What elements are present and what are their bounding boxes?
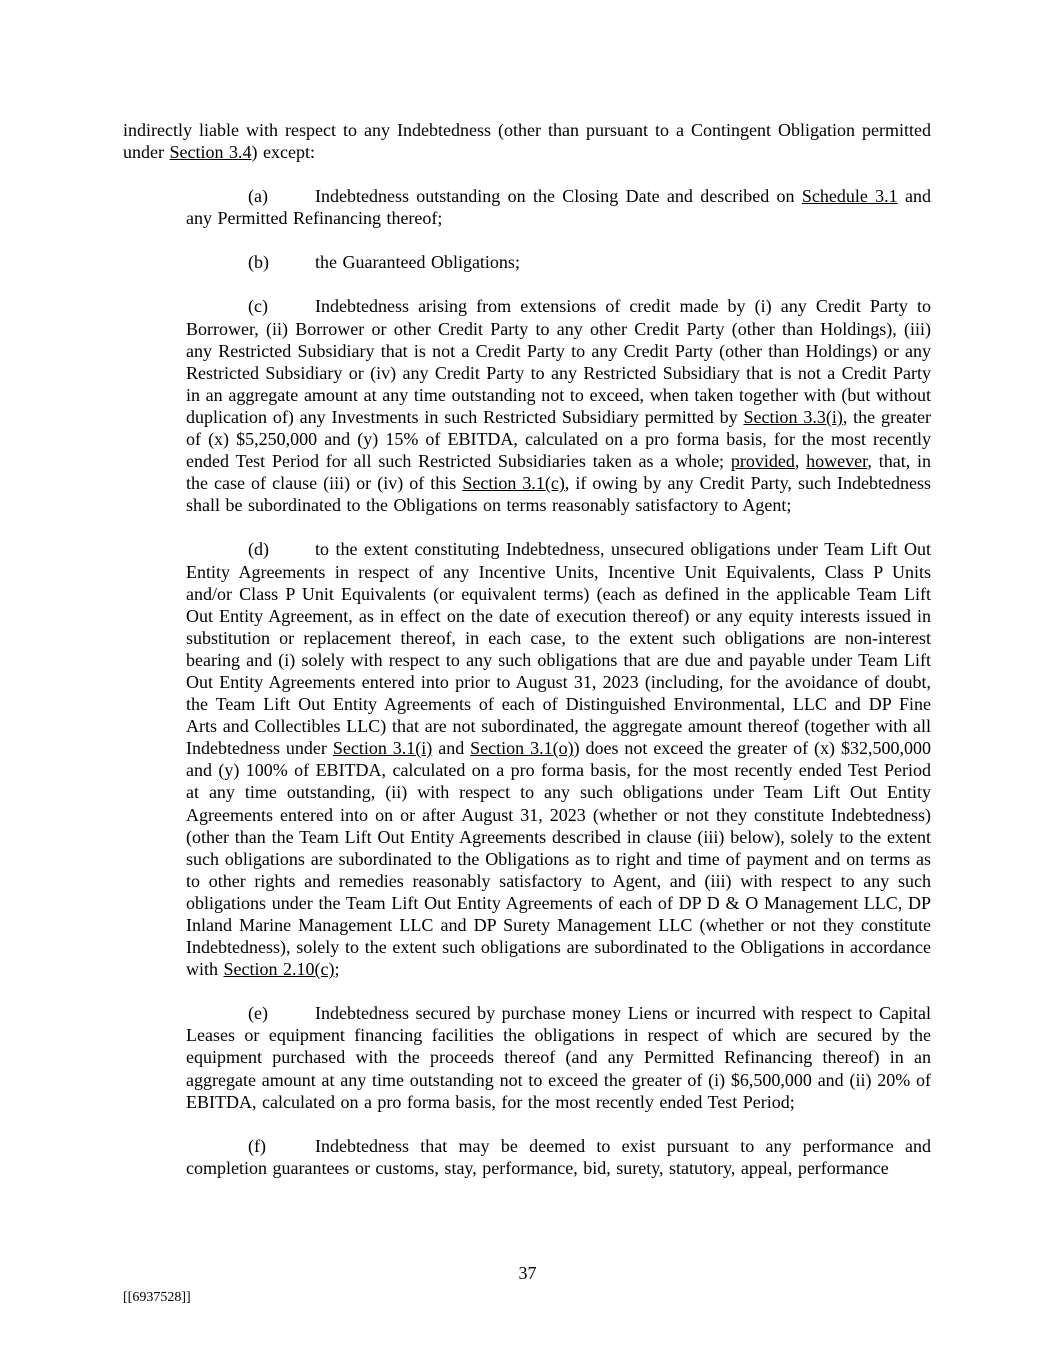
text-segment: ) except: — [251, 142, 315, 163]
text-segment: ; — [334, 959, 340, 980]
text-segment: , the greater of (x) $5,250,000 and (y) 15% of EBITDA, calculated on a pro forma basis, for the most recently ended Test Period for all such Restricted Subsidiaries taken as a whole; — [186, 406, 931, 472]
clause-paragraph — [123, 1002, 931, 1112]
clause-paragraph — [123, 251, 931, 273]
text-segment: Indebtedness outstanding on the Closing Date and described on — [315, 186, 802, 207]
text-segment: , that, in the case of clause (iii) or (iv) of this — [186, 451, 932, 494]
clause-label: (c) — [248, 296, 268, 317]
clause-paragraph — [123, 538, 931, 980]
clause-paragraph — [123, 185, 931, 229]
text-segment: and — [432, 738, 471, 759]
cross-reference: Section 3.3(i) — [743, 406, 843, 427]
cross-reference: Section 3.4 — [169, 142, 252, 163]
cross-reference: Section 3.1(c) — [462, 473, 565, 494]
text-segment: and any Permitted Refinancing thereof; — [186, 186, 931, 229]
document-id-stamp: [[6937528]] — [123, 1290, 191, 1305]
document-body — [123, 119, 931, 1201]
paragraph — [123, 119, 931, 163]
cross-reference: however — [806, 451, 868, 472]
cross-reference: Section 3.1(o) — [470, 738, 574, 759]
cross-reference: Schedule 3.1 — [801, 186, 898, 207]
text-segment: Indebtedness secured by purchase money Liens or incurred with respect to Capital Leases or equipment financing facilities the obligations in respect of which are secured by the equipment purchased with the proceeds thereof (and any Permitted Refinancing thereof) in an aggregate amount at any time outstanding not to exceed the greater of (i) $6,500,000 and (ii) 20% of EBITDA, calculated on a pro forma basis, for the most recently ended Test Period; — [186, 1003, 931, 1112]
clause-label: (a) — [248, 186, 268, 207]
text-segment: to the extent constituting Indebtedness, unsecured obligations under Team Lift Out Entity Agreements in respect of any Incentive Units, Incentive Unit Equivalents, Class P Units and/or Class P Unit Equivalents (or equivalent terms) (each as defined in the applicable Team Lift Out Entity Agreement, as in effect on the date of execution thereof) or any equity interests issued in substitution or replacement thereof, in each case, to the extent such obligations are non-interest bearing and (i) solely with respect to any such obligations that are due and payable under Team Lift Out Entity Agreements entered into prior to August 31, 2023 (including, for the avoidance of doubt, the Team Lift Out Entity Agreements of each of Distinguished Environmental, LLC and DP Fine Arts and Collectibles LLC) that are not subordinated, the aggregate amount thereof (together with all Indebtedness under — [186, 539, 931, 759]
text-segment: Indebtedness that may be deemed to exist pursuant to any performance and completion guarantees or customs, stay, performance, bid, surety, statutory, appeal, performance — [186, 1135, 931, 1178]
clause-label: (d) — [248, 539, 269, 560]
text-segment: , — [794, 451, 807, 472]
text-segment: indirectly liable with respect to any Indebtedness (other than pursuant to a Contingent Obligation permitted under — [123, 120, 931, 163]
clause-label: (e) — [248, 1003, 268, 1024]
text-segment: , if owing by any Credit Party, such Indebtedness shall be subordinated to the Obligations on terms reasonably satisfactory to Agent; — [186, 473, 931, 516]
clause-label: (f) — [248, 1135, 266, 1156]
page-number: 37 — [518, 1263, 537, 1283]
cross-reference: provided — [730, 451, 795, 472]
text-segment: the Guaranteed Obligations; — [315, 252, 520, 273]
text-segment: ) does not exceed the greater of (x) $32,500,000 and (y) 100% of EBITDA, calculated on a pro forma basis, for the most recently ended Test Period at any time outstanding, (ii) with respect to any such obligations under Team Lift Out Entity Agreements entered into on or after August 31, 2023 (whether or not they constitute Indebtedness) (other than the Team Lift Out Entity Agreements described in clause (iii) below), solely to the extent such obligations are subordinated to the Obligations as to right and time of payment and on terms as to other rights and remedies reasonably satisfactory to Agent, and (iii) with respect to any such obligations under the Team Lift Out Entity Agreements of each of DP D & O Management LLC, DP Inland Marine Management LLC and DP Surety Management LLC (whether or not they constitute Indebtedness), solely to the extent such obligations are subordinated to the Obligations in accordance with — [186, 738, 931, 980]
clause-label: (b) — [248, 252, 269, 273]
cross-reference: Section 3.1(i) — [332, 738, 433, 759]
cross-reference: Section 2.10(c) — [223, 959, 335, 980]
text-segment: Indebtedness arising from extensions of credit made by (i) any Credit Party to Borrower, (ii) Borrower or other Credit Party to any other Credit Party (other than Holdings), (iii) any Restricted Subsidiary that is not a Credit Party to any Credit Party (other than Holdings) or any Restricted Subsidiary or (iv) any Credit Party to any Restricted Subsidiary that is not a Credit Party in an aggregate amount at any time outstanding not to exceed, when taken together with (but without duplication of) any Investments in such Restricted Subsidiary permitted by — [186, 296, 931, 427]
clause-paragraph — [123, 1135, 931, 1179]
clause-paragraph — [123, 295, 931, 516]
